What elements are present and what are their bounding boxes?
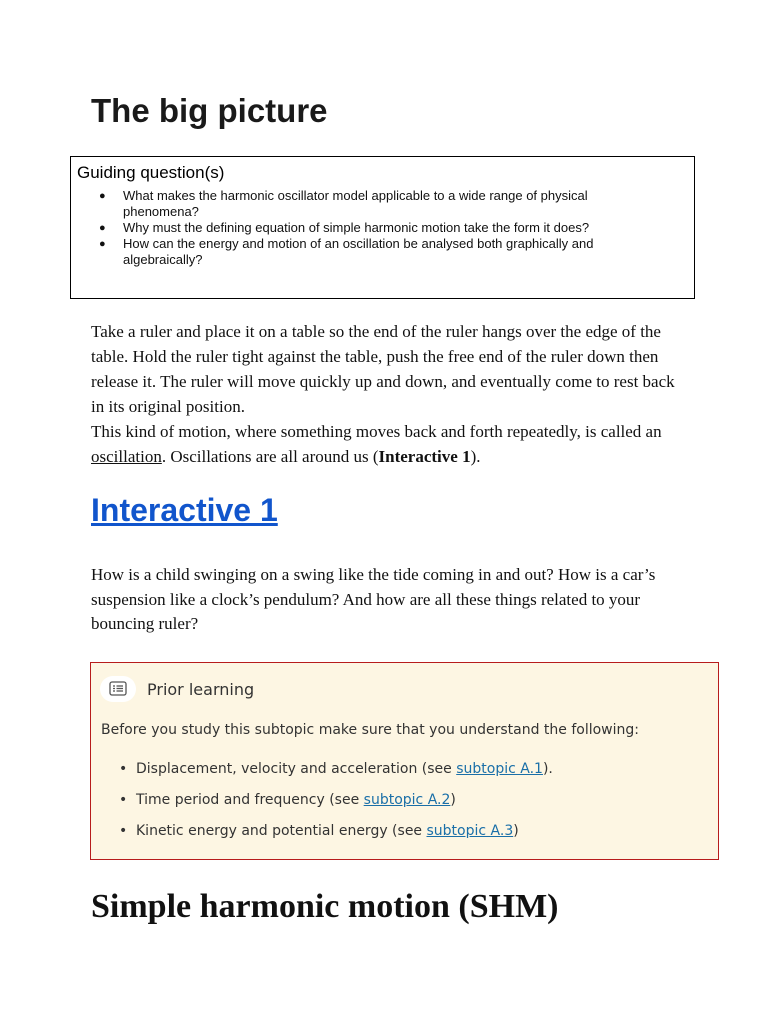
interactive-reference: Interactive 1 <box>378 447 471 466</box>
prior-learning-item: • Displacement, velocity and acceleration (see subtopic A.1). <box>119 759 553 790</box>
guiding-question: ● Why must the defining equation of simple harmonic motion take the form it does? <box>99 220 659 236</box>
list-icon <box>100 676 136 702</box>
prior-learning-list <box>119 759 553 852</box>
prior-learning-item: • Time period and frequency (see subtopic A.2) <box>119 790 553 821</box>
prior-learning-intro: Before you study this subtopic make sure that you understand the following: <box>101 722 639 738</box>
prior-learning-box <box>90 662 719 860</box>
guiding-questions-title: Guiding question(s) <box>77 163 225 182</box>
guiding-questions-box <box>70 156 695 299</box>
oscillation-link[interactable]: oscillation <box>91 447 162 466</box>
intro-text-2: This kind of motion, where something moves back and forth repeatedly, is called an <box>91 422 662 441</box>
subtopic-a1-link[interactable]: subtopic A.1 <box>456 761 543 777</box>
prior-learning-item: • Kinetic energy and potential energy (see subtopic A.3) <box>119 821 553 852</box>
interactive-1-heading[interactable]: Interactive 1 <box>91 492 278 528</box>
guiding-question: ● What makes the harmonic oscillator model applicable to a wide range of physical phenomena? <box>99 188 659 220</box>
intro-text-3: . Oscillations are all around us ( <box>161 447 379 466</box>
intro-text-1: Take a ruler and place it on a table so the end of the ruler hangs over the edge of the table. Hold the ruler tight against the table, push the free end of the ruler down then release it. The ruler will move quickly up and down, and eventually come to rest back in its original position. <box>91 322 675 416</box>
guiding-question: ● How can the energy and motion of an oscillation be analysed both graphically and algebraically? <box>99 236 659 268</box>
shm-heading: Simple harmonic motion (SHM) <box>91 888 559 925</box>
subtopic-a3-link[interactable]: subtopic A.3 <box>426 823 514 839</box>
page-title: The big picture <box>91 92 328 129</box>
interactive-paragraph: How is a child swinging on a swing like the tide coming in and out? How is a car’s suspension like a clock’s pendulum? And how are all these things related to your bouncing ruler? <box>91 565 656 633</box>
subtopic-a2-link[interactable]: subtopic A.2 <box>363 792 451 808</box>
intro-paragraph <box>91 319 691 469</box>
intro-text-4: ). <box>470 447 481 466</box>
prior-learning-title: Prior learning <box>147 680 255 699</box>
guiding-questions-list <box>99 188 659 268</box>
